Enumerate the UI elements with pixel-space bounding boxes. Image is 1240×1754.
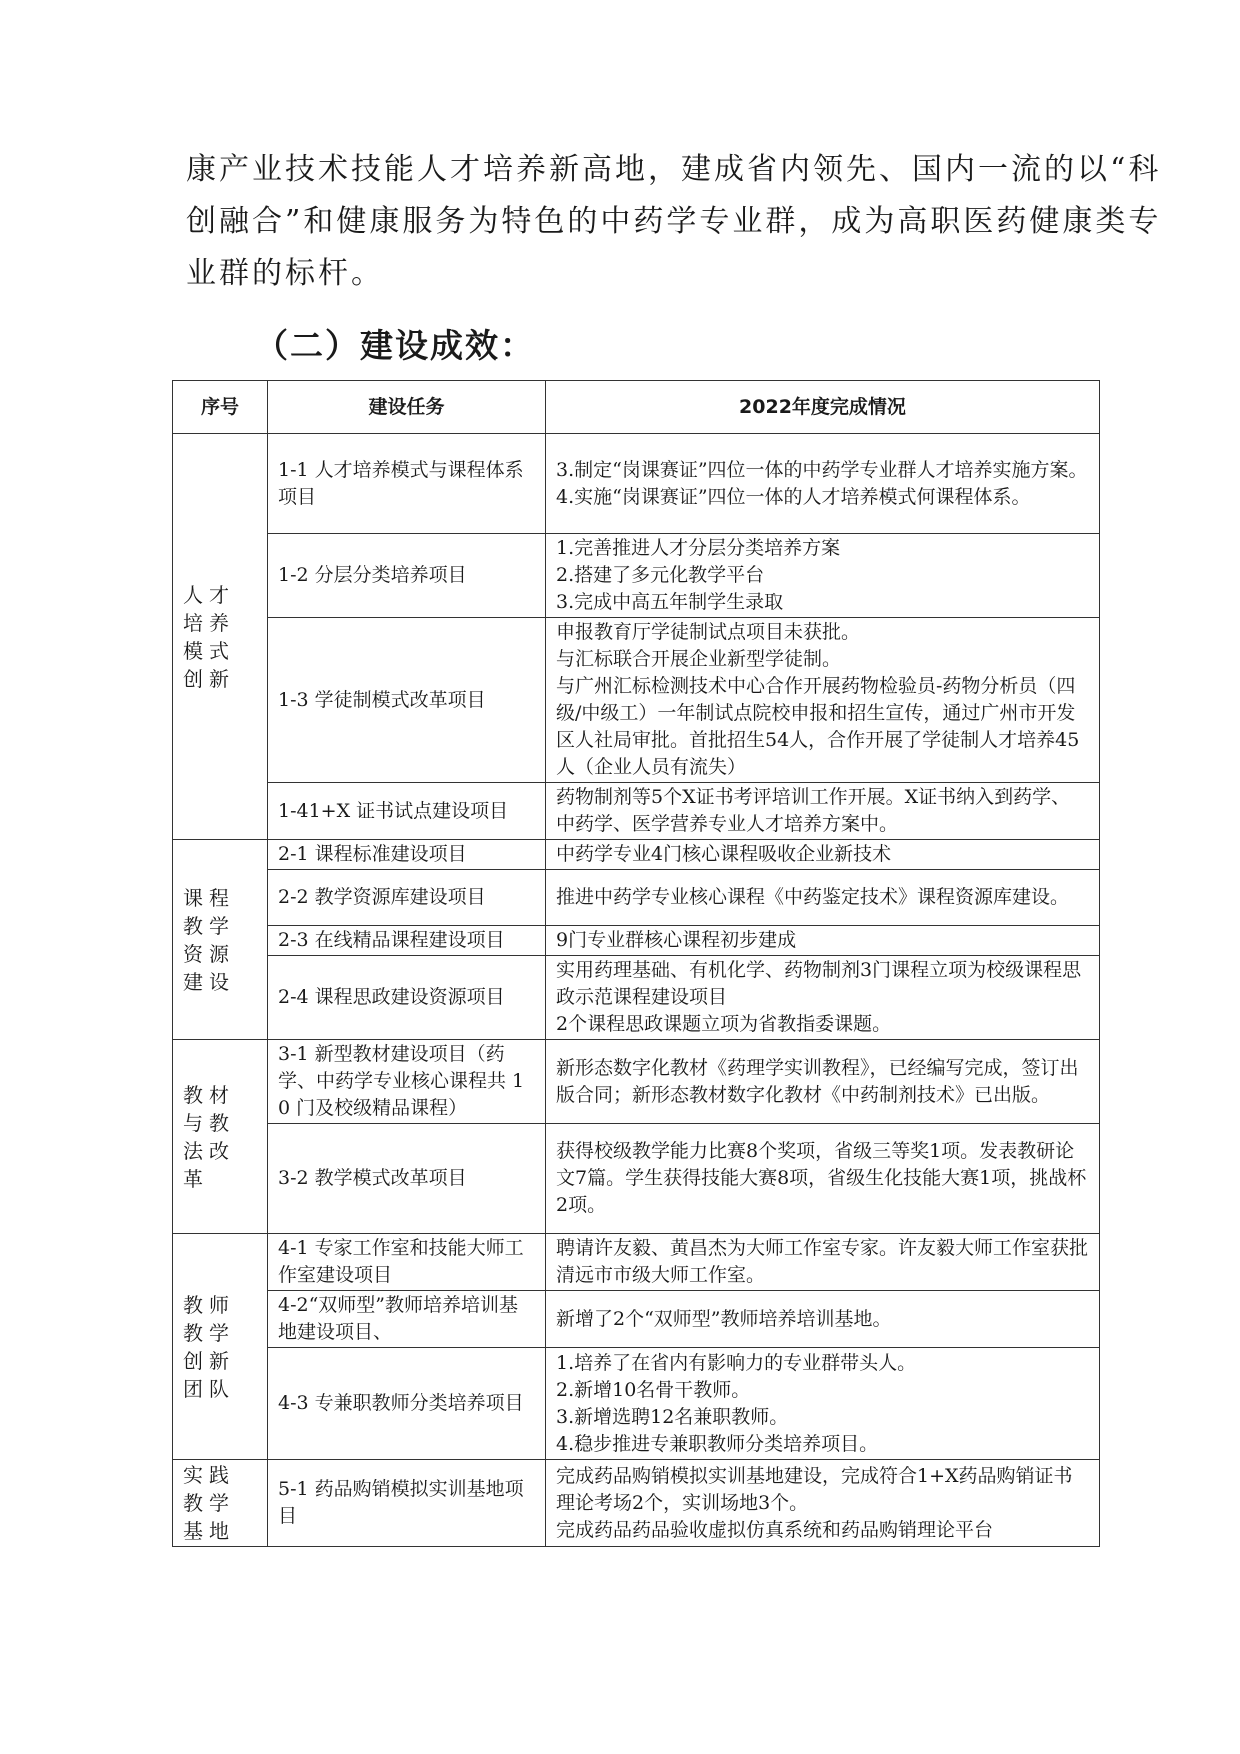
header-task: 建设任务 xyxy=(268,381,546,434)
result-cell xyxy=(546,1124,1100,1234)
task-cell: 2-4 课程思政建设资源项目 xyxy=(268,956,546,1040)
table-row xyxy=(173,783,1100,840)
table-row xyxy=(173,534,1100,618)
result-line: 中药学专业4门核心课程吸收企业新技术 xyxy=(556,843,892,865)
result-line: 获得校级教学能力比赛8个奖项，省级三等奖1项。发表教研论文7篇。学生获得技能大赛8项，省级生化技能大赛1项，挑战杯2项。 xyxy=(556,1140,1087,1216)
table-row xyxy=(173,1124,1100,1234)
result-cell xyxy=(546,1040,1100,1124)
header-result: 2022年度完成情况 xyxy=(546,381,1100,434)
result-line: 4.实施“岗课赛证”四位一体的人才培养模式何课程体系。 xyxy=(556,485,1031,508)
category-cell: 课程教学资源建设 xyxy=(173,840,268,1040)
result-line: 1.培养了在省内有影响力的专业群带头人。 xyxy=(556,1351,917,1374)
task-cell: 3-1 新型教材建设项目（药学、中药学专业核心课程共 10 门及校级精品课程） xyxy=(268,1040,546,1124)
table-row xyxy=(173,618,1100,783)
result-line: 申报教育厅学徒制试点项目未获批。 xyxy=(556,621,861,643)
result-line: 新增了2个“双师型”教师培养培训基地。 xyxy=(556,1307,892,1330)
table-row xyxy=(173,870,1100,926)
result-cell xyxy=(546,1460,1100,1547)
intro-line: 康产业技术技能人才培养新高地，建成省内领先、国内一流的以“科 xyxy=(186,152,1162,187)
category-cell: 教师教学创新团队 xyxy=(173,1234,268,1460)
result-line: 2.搭建了多元化教学平台 xyxy=(556,564,765,586)
category-cell: 教材与教法改革 xyxy=(173,1040,268,1234)
header-no: 序号 xyxy=(173,381,268,434)
result-line: 4.稳步推进专兼职教师分类培养项目。 xyxy=(556,1432,879,1455)
task-cell: 1-41+X 证书试点建设项目 xyxy=(268,783,546,840)
result-line: 2个课程思政课题立项为省教指委课题。 xyxy=(556,1013,892,1035)
result-line: 3.新增选聘12名兼职教师。 xyxy=(556,1405,789,1428)
result-line: 与汇标联合开展企业新型学徒制。 xyxy=(556,648,842,670)
result-cell xyxy=(546,1348,1100,1460)
table-row xyxy=(173,926,1100,956)
intro-paragraph xyxy=(186,144,1162,300)
table-row xyxy=(173,840,1100,870)
category-cell: 人才培养模式创新 xyxy=(173,434,268,840)
result-line: 完成药品购销模拟实训基地建设，完成符合1+X药品购销证书理论考场2个，实训场地3个。 xyxy=(556,1464,1073,1514)
result-line: 聘请许友毅、黄昌杰为大师工作室专家。许友毅大师工作室获批清远市市级大师工作室。 xyxy=(556,1237,1089,1286)
table-row xyxy=(173,1348,1100,1460)
table-row xyxy=(173,1234,1100,1291)
result-line: 新形态数字化教材《药理学实训教程》，已经编写完成，签订出版合同；新形态教材数字化教材《中药制剂技术》已出版。 xyxy=(556,1056,1079,1106)
task-cell: 1-1 人才培养模式与课程体系项目 xyxy=(268,434,546,534)
task-cell: 2-1 课程标准建设项目 xyxy=(268,840,546,870)
result-line: 与广州汇标检测技术中心合作开展药物检验员-药物分析员（四级/中级工）一年制试点院校申报和招生宣传，通过广州市开发区人社局审批。首批招生54人，合作开展了学徒制人才培养45人（企业人员有流失） xyxy=(556,675,1080,778)
result-cell xyxy=(546,783,1100,840)
task-cell: 2-3 在线精品课程建设项目 xyxy=(268,926,546,956)
result-cell xyxy=(546,926,1100,956)
task-cell: 2-2 教学资源库建设项目 xyxy=(268,870,546,926)
result-cell xyxy=(546,956,1100,1040)
task-cell: 4-3 专兼职教师分类培养项目 xyxy=(268,1348,546,1460)
table-row xyxy=(173,956,1100,1040)
category-cell: 实践教学基地 xyxy=(173,1460,268,1547)
task-cell: 1-2 分层分类培养项目 xyxy=(268,534,546,618)
table-row xyxy=(173,1291,1100,1348)
task-cell: 4-2“双师型”教师培养培训基地建设项目、 xyxy=(268,1291,546,1348)
section-heading: （二）建设成效： xyxy=(255,326,535,365)
result-line: 药物制剂等5个X证书考评培训工作开展。X证书纳入到药学、中药学、医学营养专业人才培养方案中。 xyxy=(556,786,1071,835)
result-line: 3.制定“岗课赛证”四位一体的中药学专业群人才培养实施方案。 xyxy=(556,458,1088,481)
task-cell: 4-1 专家工作室和技能大师工作室建设项目 xyxy=(268,1234,546,1291)
result-cell xyxy=(546,534,1100,618)
result-line: 实用药理基础、有机化学、药物制剂3门课程立项为校级课程思政示范课程建设项目 xyxy=(556,959,1082,1008)
intro-line: 创融合”和健康服务为特色的中药学专业群，成为高职医药健康类专 xyxy=(186,204,1162,239)
result-line: 推进中药学专业核心课程《中药鉴定技术》课程资源库建设。 xyxy=(556,886,1070,908)
result-line: 2.新增10名骨干教师。 xyxy=(556,1378,751,1401)
result-cell xyxy=(546,618,1100,783)
table-body xyxy=(173,434,1100,1547)
result-line: 9门专业群核心课程初步建成 xyxy=(556,929,797,951)
table-row xyxy=(173,434,1100,534)
result-cell xyxy=(546,840,1100,870)
result-cell xyxy=(546,870,1100,926)
table-row xyxy=(173,1460,1100,1547)
intro-line: 业群的标杆。 xyxy=(186,256,384,291)
result-line: 完成药品药品验收虚拟仿真系统和药品购销理论平台 xyxy=(556,1518,994,1541)
task-cell: 3-2 教学模式改革项目 xyxy=(268,1124,546,1234)
result-line: 3.完成中高五年制学生录取 xyxy=(556,591,784,613)
result-line: 1.完善推进人才分层分类培养方案 xyxy=(556,537,841,559)
task-cell: 1-3 学徒制模式改革项目 xyxy=(268,618,546,783)
result-cell xyxy=(546,1234,1100,1291)
task-cell: 5-1 药品购销模拟实训基地项目 xyxy=(268,1460,546,1547)
table-header-row xyxy=(173,381,1100,434)
table-row xyxy=(173,1040,1100,1124)
result-cell xyxy=(546,434,1100,534)
result-cell xyxy=(546,1291,1100,1348)
results-table xyxy=(172,380,1100,1547)
